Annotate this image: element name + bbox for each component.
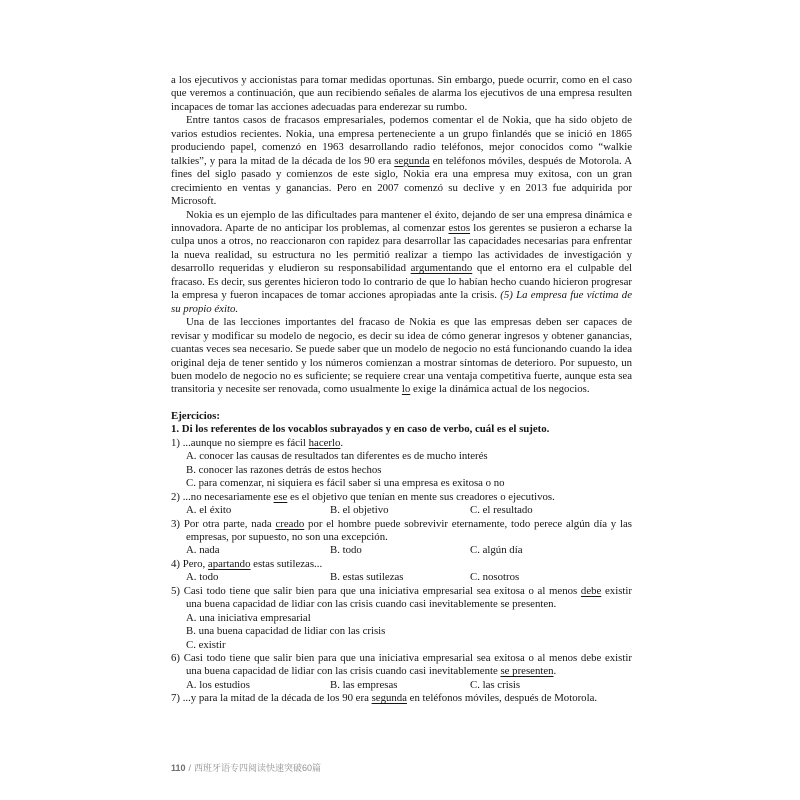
option-text: los estudios bbox=[199, 678, 250, 691]
exercise-options bbox=[171, 612, 632, 652]
option-label: A. bbox=[186, 504, 200, 517]
exercise-option bbox=[470, 679, 632, 692]
text-run: que el entorno era el culpable del fracaso. Es decir, sus gerentes hicieron todo lo contrario de que lo habían hecho cuando hicieron progresar la empresa y fueron incapaces de tomar acciones apropiadas ante la crisis. bbox=[171, 262, 632, 302]
option-text: existir bbox=[198, 638, 226, 651]
exercise-option bbox=[186, 544, 330, 557]
italic-phrase: (5) La empresa fue víctima de su propio éxito. bbox=[171, 289, 632, 315]
exercise-option bbox=[330, 544, 470, 557]
text-run: Casi todo tiene que salir bien para que una iniciativa empresarial sea exitosa o al menos bbox=[183, 584, 581, 597]
option-label: C. bbox=[470, 571, 483, 584]
option-text: conocer las causas de resultados tan diferentes es de mucho interés bbox=[199, 450, 488, 463]
exercise-item bbox=[171, 692, 632, 705]
text-run: Entre tantos casos de fracasos empresariales, podemos comentar el de Nokia, que ha sido objeto de varios estudios recientes. Nokia, una empresa perteneciente a un grupo finlandés que se inició en 1865 produciendo papel, comenzó en 1963 desarrollando radio teléfonos, mejor conocidos como “walkie talkies”, y para la mitad de la década de los 90 era bbox=[171, 114, 632, 167]
underlined-word: hacerlo bbox=[308, 436, 341, 449]
exercise-number: 3) bbox=[171, 517, 184, 530]
option-label: B. bbox=[330, 678, 343, 691]
exercise-stem bbox=[171, 491, 632, 504]
page-content bbox=[171, 74, 632, 706]
exercise-number: 5) bbox=[171, 584, 184, 597]
page-footer bbox=[171, 761, 321, 774]
text-run: por el hombre puede sobrevivir eternamente, todo perece algún día y las empresas, por supuesto, no son una excepción. bbox=[186, 517, 632, 543]
exercise-option bbox=[186, 612, 632, 625]
text-run: Casi todo tiene que salir bien para que una iniciativa empresarial sea exitosa o al menos debe existir una buena capacidad de lidiar con las crisis cuando casi inevitablemente bbox=[183, 652, 632, 678]
footer-separator: / bbox=[188, 763, 192, 773]
underlined-word: estos bbox=[448, 221, 471, 234]
exercises-list bbox=[171, 437, 632, 706]
exercise-stem bbox=[171, 558, 632, 571]
option-text: estas sutilezas bbox=[342, 571, 404, 584]
exercise-stem bbox=[171, 585, 632, 612]
exercise-option bbox=[186, 571, 330, 584]
exercise-item bbox=[171, 437, 632, 491]
exercise-options bbox=[186, 679, 632, 692]
exercise-option bbox=[186, 477, 632, 490]
underlined-word: segunda bbox=[394, 154, 430, 167]
option-text: algún día bbox=[482, 544, 523, 557]
exercise-option bbox=[330, 679, 470, 692]
option-label: C. bbox=[470, 678, 483, 691]
option-text: todo bbox=[199, 571, 219, 584]
text-run: en teléfonos móviles, después de Motorola. A fines del siglo pasado y comienzos de este siglo, Nokia era una empresa muy exitosa, con un gran crecimiento en ventas y ganancias. Pero en 2007 comenzó su declive y en 2013 fue adquirida por Microsoft. bbox=[171, 154, 632, 208]
exercise-stem bbox=[171, 518, 632, 545]
underlined-word: debe bbox=[580, 584, 602, 597]
underlined-word: apartando bbox=[207, 557, 251, 570]
exercise-option bbox=[186, 450, 632, 463]
exercise-option bbox=[186, 679, 330, 692]
option-text: nada bbox=[199, 544, 220, 557]
option-label: B. bbox=[330, 544, 343, 557]
exercise-stem bbox=[171, 652, 632, 679]
exercise-option bbox=[186, 639, 632, 652]
exercise-number: 6) bbox=[171, 652, 184, 665]
underlined-word: ese bbox=[273, 490, 288, 503]
underlined-word: argumentando bbox=[410, 262, 473, 275]
exercise-option bbox=[470, 504, 632, 517]
footer-book-title: 西班牙语专四阅读快速突破60篇 bbox=[194, 763, 322, 773]
exercise-options bbox=[186, 504, 632, 517]
option-label: A. bbox=[186, 450, 200, 463]
exercise-item bbox=[171, 491, 632, 518]
option-label: B. bbox=[186, 625, 199, 638]
option-label: B. bbox=[330, 571, 343, 584]
exercises-instruction: 1. Di los referentes de los vocablos subrayados y en caso de verbo, cuál es el sujeto. bbox=[171, 423, 550, 436]
text-run: ...y para la mitad de la década de los 90 era bbox=[182, 692, 372, 705]
option-text: para comenzar, ni siquiera es fácil saber si una empresa es exitosa o no bbox=[198, 477, 505, 490]
reading-passage bbox=[171, 74, 632, 397]
underlined-word: lo bbox=[401, 383, 411, 396]
exercise-stem bbox=[171, 692, 632, 705]
option-text: el éxito bbox=[199, 504, 232, 517]
option-text: conocer las razones detrás de estos hechos bbox=[198, 463, 382, 476]
exercise-options bbox=[186, 571, 632, 584]
exercise-number: 2) bbox=[171, 490, 183, 503]
option-label: B. bbox=[186, 463, 199, 476]
exercise-number: 7) bbox=[171, 692, 183, 705]
exercise-option bbox=[186, 625, 632, 638]
passage-paragraph bbox=[171, 74, 632, 114]
exercise-option bbox=[470, 571, 632, 584]
option-text: todo bbox=[342, 544, 362, 557]
exercise-option bbox=[330, 571, 470, 584]
text-run: a los ejecutivos y accionistas para tomar medidas oportunas. Sin embargo, puede ocurrir, como en el caso que veremos a continuación, que aun recibiendo señales de alarma los ejecutivos de una empresa resulten incapaces de tomar las acciones adecuadas para enderezar su rumbo. bbox=[171, 74, 632, 113]
text-run: estas sutilezas... bbox=[250, 557, 323, 570]
text-run: los gerentes se pusieron a echarse la culpa unos a otros, no reaccionaron con rapidez para desarrollar las capacidades necesarias para enfrentar la nueva realidad, su estructura no les permitió realizar a tiempo las actividades de investigación y desarrollo requeridas y eludieron su responsabilidad bbox=[171, 221, 632, 275]
underlined-word: se presenten bbox=[500, 665, 554, 678]
exercise-number: 1) bbox=[171, 436, 183, 449]
text-run: ...aunque no siempre es fácil bbox=[182, 436, 309, 449]
exercise-item bbox=[171, 558, 632, 585]
option-label: A. bbox=[186, 678, 200, 691]
text-run: ...no necesariamente bbox=[182, 490, 274, 503]
text-run: Por otra parte, nada bbox=[183, 517, 276, 530]
passage-paragraph bbox=[171, 316, 632, 397]
option-text: una iniciativa empresarial bbox=[199, 611, 311, 624]
option-label: C. bbox=[186, 477, 199, 490]
underlined-word: segunda bbox=[371, 692, 407, 705]
page-number: 110 bbox=[171, 763, 186, 773]
text-run: es el objetivo que tenían en mente sus creadores o ejecutivos. bbox=[287, 490, 555, 503]
text-run: . bbox=[340, 436, 344, 449]
option-label: A. bbox=[186, 571, 200, 584]
exercise-options bbox=[186, 544, 632, 557]
text-run: Nokia es un ejemplo de las dificultades para mantener el éxito, dejando de ser una empresa dinámica e innovadora. Aparte de no anticipar los problemas, al comenzar bbox=[171, 208, 632, 234]
option-label: B. bbox=[330, 504, 343, 517]
option-text: las crisis bbox=[482, 678, 521, 691]
text-run: exige la dinámica actual de los negocios. bbox=[410, 383, 590, 396]
option-text: el objetivo bbox=[342, 504, 389, 517]
text-run: en teléfonos móviles, después de Motorola. bbox=[406, 692, 598, 705]
option-text: una buena capacidad de lidiar con las crisis bbox=[198, 625, 386, 638]
option-label: A. bbox=[186, 611, 200, 624]
option-text: el resultado bbox=[482, 504, 533, 517]
text-run: Una de las lecciones importantes del fracaso de Nokia es que las empresas deben ser capaces de revisar y modificar su modelo de negocio, es decir su idea de cómo generar ingresos y obtener ganancias, cuantas veces sea necesario. Se puede saber que un modelo de negocio no está funcionando cuando la idea original deja de tener sentido y los números comienzan a mostrar síntomas de deterioro. Por supuesto, un buen modelo de negocio no es suficiente; se requiere crear una ventaja competitiva fuerte, aunque esta sea transitoria y necesite ser renovada, como usualmente bbox=[171, 316, 632, 396]
option-label: C. bbox=[470, 504, 483, 517]
exercise-option bbox=[186, 504, 330, 517]
option-label: A. bbox=[186, 544, 200, 557]
exercise-number: 4) bbox=[171, 557, 183, 570]
text-run: existir una buena capacidad de lidiar con las crisis cuando casi inevitablemente se presenten. bbox=[186, 584, 632, 611]
text-run: . bbox=[553, 665, 557, 678]
passage-paragraph bbox=[171, 114, 632, 208]
option-text: las empresas bbox=[342, 678, 398, 691]
exercise-option bbox=[186, 464, 632, 477]
exercise-item bbox=[171, 518, 632, 558]
exercise-item bbox=[171, 585, 632, 652]
exercises-heading: Ejercicios: bbox=[171, 409, 220, 422]
option-label: C. bbox=[470, 544, 483, 557]
exercise-options bbox=[171, 450, 632, 490]
text-run: Pero, bbox=[182, 557, 208, 570]
option-label: C. bbox=[186, 638, 199, 651]
exercise-stem bbox=[171, 437, 632, 450]
exercise-option bbox=[470, 544, 632, 557]
exercise-option bbox=[330, 504, 470, 517]
option-text: nosotros bbox=[482, 571, 520, 584]
underlined-word: creado bbox=[275, 517, 305, 530]
passage-paragraph bbox=[171, 209, 632, 317]
exercise-item bbox=[171, 652, 632, 692]
